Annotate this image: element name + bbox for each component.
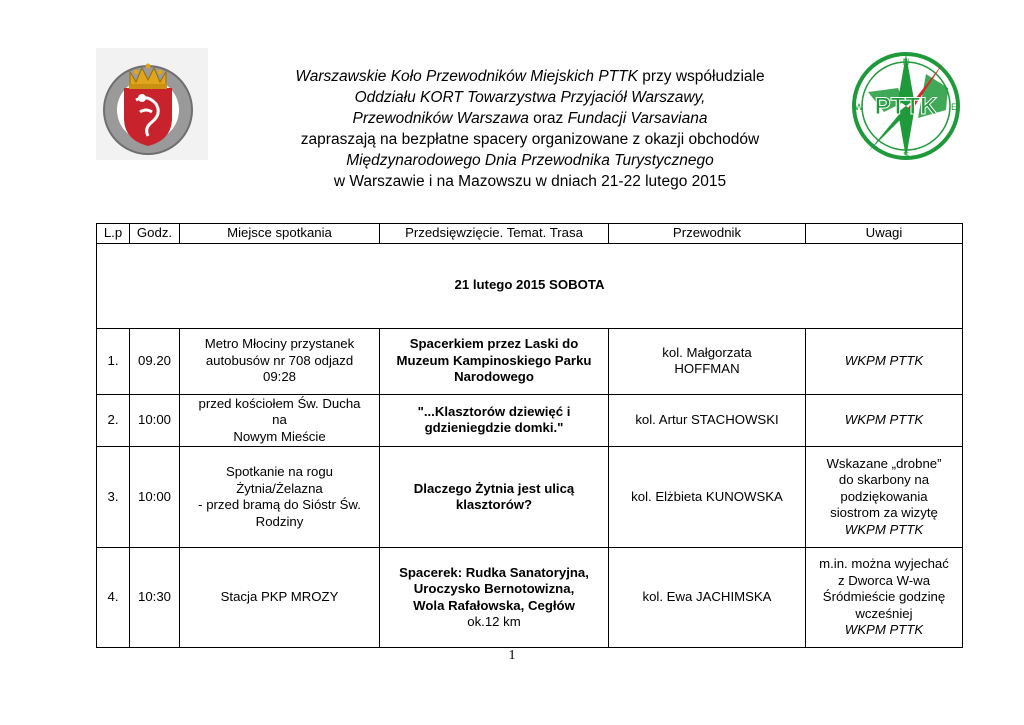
heading-line-2: Oddziału KORT Towarzystwa Przyjaciół Warszawy, bbox=[354, 89, 706, 106]
table-row bbox=[97, 447, 963, 548]
cell-event: Spacerkiem przez Laski do Muzeum Kampinoskiego Parku Narodowego bbox=[380, 328, 609, 394]
cell-place: Spotkanie na rogu Żytnia/Żelazna - przed bramą do Sióstr Św. Rodziny bbox=[180, 447, 380, 548]
day-row bbox=[97, 243, 963, 328]
cell-time: 10:00 bbox=[130, 447, 180, 548]
heading-line-4: zapraszają na bezpłatne spacery organizowane z okazji obchodów bbox=[300, 131, 760, 148]
cell-guide: kol. Małgorzata HOFFMAN bbox=[609, 328, 806, 394]
col-header-place: Miejsce spotkania bbox=[180, 224, 380, 244]
page-number: 1 bbox=[508, 648, 516, 663]
col-header-time: Godz. bbox=[130, 224, 180, 244]
table-row bbox=[97, 328, 963, 394]
pttk-compass-logo-icon bbox=[848, 48, 964, 164]
cell-notes: m.in. można wyjechać z Dworca W-wa Śródmieście godzinę wcześniej WKPM PTTK bbox=[806, 548, 963, 648]
heading-line-6: w Warszawie i na Mazowszu w dniach 21-22 lutego 2015 bbox=[333, 173, 727, 190]
svg-text:W: W bbox=[854, 102, 864, 112]
day-label: 21 lutego 2015 SOBOTA bbox=[97, 243, 963, 328]
cell-time: 09.20 bbox=[130, 328, 180, 394]
table-header-row bbox=[97, 224, 963, 244]
svg-text:E: E bbox=[950, 102, 958, 112]
heading-line-5: Międzynarodowego Dnia Przewodnika Turystycznego bbox=[346, 152, 714, 169]
cell-place: Metro Młociny przystanek autobusów nr 708 odjazd 09:28 bbox=[180, 328, 380, 394]
col-header-lp: L.p bbox=[97, 224, 130, 244]
cell-place: przed kościołem Św. Ducha na Nowym Mieście bbox=[180, 394, 380, 447]
cell-notes: Wskazane „drobne” do skarbony na podziękowania siostrom za wizytę WKPM PTTK bbox=[806, 447, 963, 548]
cell-notes: WKPM PTTK bbox=[806, 394, 963, 447]
cell-lp: 2. bbox=[97, 394, 130, 447]
cell-guide: kol. Artur STACHOWSKI bbox=[609, 394, 806, 447]
svg-text:N: N bbox=[902, 57, 910, 67]
col-header-event: Przedsięwzięcie. Temat. Trasa bbox=[380, 224, 609, 244]
cell-guide: kol. Ewa JACHIMSKA bbox=[609, 548, 806, 648]
cell-guide: kol. Elżbieta KUNOWSKA bbox=[609, 447, 806, 548]
table-row bbox=[97, 548, 963, 648]
cell-notes: WKPM PTTK bbox=[806, 328, 963, 394]
cell-time: 10:00 bbox=[130, 394, 180, 447]
cell-event: "...Klasztorów dziewięć i gdzieniegdzie domki." bbox=[380, 394, 609, 447]
cell-event: Spacerek: Rudka Sanatoryjna, Uroczysko Bernotowizna, Wola Rafałowska, Cegłów ok.12 km bbox=[380, 548, 609, 648]
schedule-table bbox=[96, 223, 963, 648]
cell-event: Dlaczego Żytnia jest ulicą klasztorów? bbox=[380, 447, 609, 548]
heading-line-1: Warszawskie Koło Przewodników Miejskich PTTK przy współudziale bbox=[295, 68, 765, 85]
cell-lp: 1. bbox=[97, 328, 130, 394]
svg-text:S: S bbox=[902, 150, 910, 160]
heading-line-3: Przewodników Warszawa oraz Fundacji Varsaviana bbox=[352, 110, 708, 127]
cell-time: 10:30 bbox=[130, 548, 180, 648]
cell-lp: 3. bbox=[97, 447, 130, 548]
col-header-notes: Uwagi bbox=[806, 224, 963, 244]
invitation-heading bbox=[220, 66, 840, 192]
table-row bbox=[97, 394, 963, 447]
col-header-guide: Przewodnik bbox=[609, 224, 806, 244]
warsaw-guides-emblem-icon bbox=[96, 48, 208, 160]
cell-lp: 4. bbox=[97, 548, 130, 648]
svg-text:PTTK: PTTK bbox=[874, 93, 938, 120]
cell-place: Stacja PKP MROZY bbox=[180, 548, 380, 648]
